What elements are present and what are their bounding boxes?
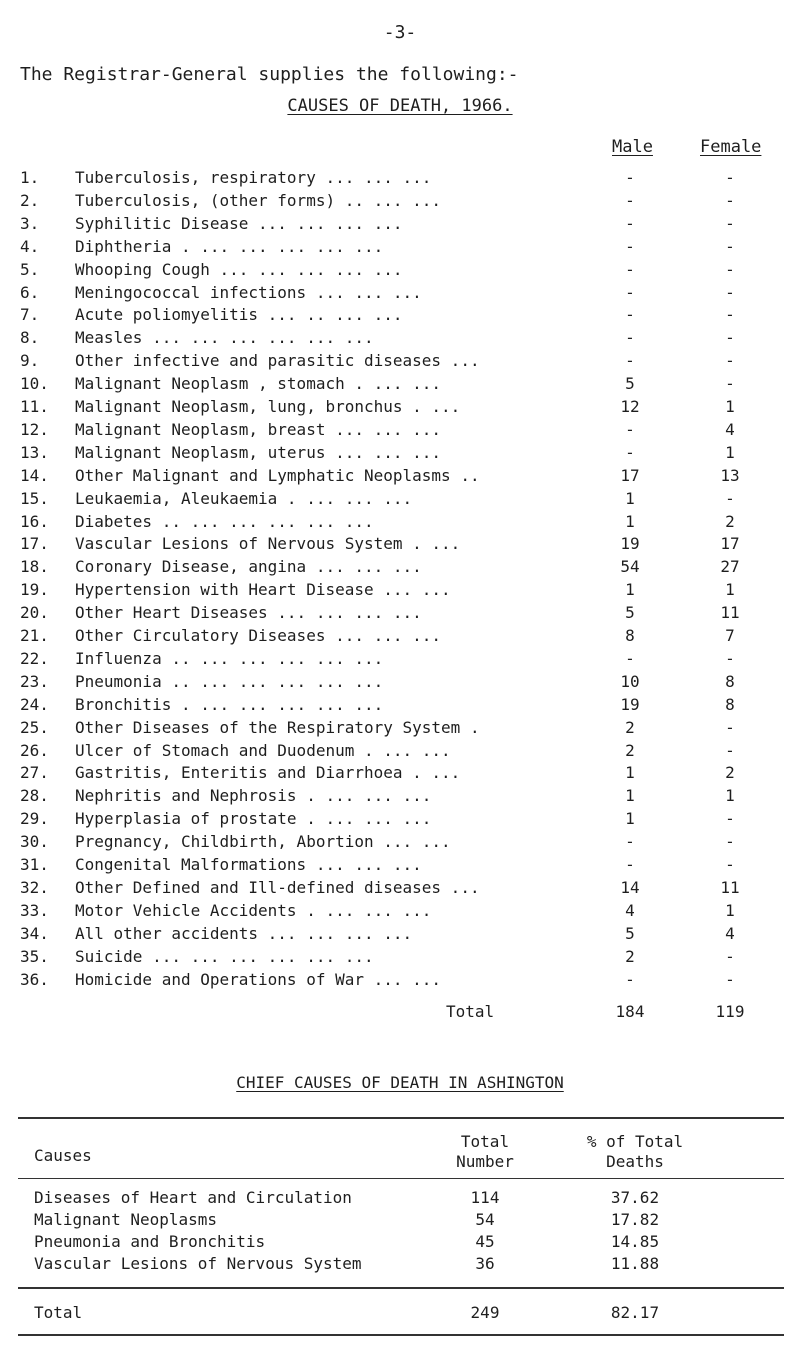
male-count: 1 [625, 488, 635, 508]
intro-text: The Registrar-General supplies the following:- [20, 64, 519, 85]
cause-number: 8. [20, 328, 40, 348]
male-count: 8 [625, 626, 635, 645]
cause-label: Hypertension with Heart Disease ... ... [75, 580, 451, 600]
female-count: - [725, 969, 735, 989]
female-count: - [725, 946, 735, 966]
cause-label: Other infective and parasitic diseases ... [75, 351, 480, 371]
chief-cause-label: Malignant Neoplasms [34, 1210, 218, 1229]
chief-cause-label: Vascular Lesions of Nervous System [34, 1254, 362, 1273]
cause-label: Vascular Lesions of Nervous System . ... [75, 534, 461, 554]
cause-label: All other accidents ... ... ... ... [75, 923, 413, 943]
male-count: - [625, 442, 635, 462]
female-count: - [725, 236, 735, 256]
female-count: 11 [720, 877, 740, 897]
male-count: 14 [620, 877, 640, 897]
female-count: 4 [725, 419, 735, 439]
female-count: - [725, 488, 735, 508]
cause-number: 21. [20, 626, 49, 645]
male-count: 5 [625, 923, 635, 943]
cause-label: Meningococcal infections ... ... ... [75, 282, 422, 302]
male-count: 2 [625, 717, 635, 737]
cause-number: 15. [20, 488, 49, 508]
female-count: 17 [720, 534, 740, 554]
male-count: 2 [625, 946, 635, 966]
male-count: - [625, 282, 635, 302]
cause-label: Measles ... ... ... ... ... ... [75, 328, 374, 348]
female-count: 7 [725, 626, 735, 645]
cause-number: 32. [20, 877, 49, 897]
table-row [0, 1210, 800, 1234]
cause-number: 2. [20, 190, 40, 210]
cause-number: 12. [20, 419, 49, 439]
female-count: - [725, 213, 735, 233]
cause-label: Acute poliomyelitis ... .. ... ... [75, 305, 403, 325]
chief-number: 45 [475, 1232, 495, 1251]
cause-label: Malignant Neoplasm, uterus ... ... ... [75, 442, 442, 462]
chief-number: 114 [470, 1188, 500, 1207]
total-label: Total [446, 1002, 495, 1021]
female-count: - [725, 832, 735, 852]
cause-number: 24. [20, 694, 49, 714]
cause-number: 4. [20, 236, 40, 256]
page-number: -3- [383, 22, 417, 43]
cause-number: 3. [20, 213, 40, 233]
cause-number: 34. [20, 923, 49, 943]
male-count: 19 [620, 694, 640, 714]
header-rule [18, 1178, 784, 1179]
male-count: 12 [620, 397, 640, 416]
chief-cause-label: Pneumonia and Bronchitis [34, 1232, 266, 1251]
male-count: 17 [620, 465, 640, 485]
chief-causes-title: CHIEF CAUSES OF DEATH IN ASHINGTON [236, 1073, 564, 1092]
chief-total-label: Total [34, 1303, 83, 1322]
total-number-header-1: Total [460, 1132, 510, 1151]
female-count: - [725, 305, 735, 325]
cause-number: 5. [20, 259, 40, 279]
cause-number: 7. [20, 305, 40, 325]
cause-number: 29. [20, 809, 49, 829]
cause-label: Congenital Malformations ... ... ... [75, 855, 422, 874]
male-count: 19 [620, 534, 640, 554]
female-count: 1 [725, 397, 735, 416]
female-count: 8 [725, 694, 735, 714]
cause-label: Pregnancy, Childbirth, Abortion ... ... [75, 832, 451, 852]
male-count: 5 [625, 374, 635, 394]
male-count: 2 [625, 740, 635, 760]
male-count: - [625, 305, 635, 325]
cause-label: Pneumonia .. ... ... ... ... ... [75, 671, 384, 691]
cause-number: 36. [20, 969, 49, 989]
cause-number: 16. [20, 511, 49, 531]
cause-label: Other Defined and Ill-defined diseases ... [75, 877, 480, 897]
male-count: 1 [625, 763, 635, 783]
cause-number: 17. [20, 534, 49, 554]
cause-label: Other Circulatory Diseases ... ... ... [75, 626, 442, 645]
female-count: - [725, 740, 735, 760]
female-count: - [725, 282, 735, 302]
cause-number: 22. [20, 648, 49, 668]
cause-number: 28. [20, 786, 49, 806]
chief-cause-label: Diseases of Heart and Circulation [34, 1188, 352, 1207]
female-count: - [725, 717, 735, 737]
cause-number: 33. [20, 900, 49, 920]
female-count: - [725, 328, 735, 348]
female-count: - [725, 259, 735, 279]
cause-number: 14. [20, 465, 49, 485]
table-row [0, 1188, 800, 1212]
male-count: - [625, 419, 635, 439]
female-count: - [725, 351, 735, 371]
female-count: - [725, 809, 735, 829]
female-count: - [725, 190, 735, 210]
female-count: 4 [725, 923, 735, 943]
cause-number: 35. [20, 946, 49, 966]
cause-number: 26. [20, 740, 49, 760]
male-count: 1 [625, 809, 635, 829]
cause-label: Other Diseases of the Respiratory System . [75, 717, 480, 737]
cause-label: Diphtheria . ... ... ... ... ... [75, 236, 384, 256]
pct-header-2: Deaths [606, 1152, 664, 1171]
cause-label: Influenza .. ... ... ... ... ... [75, 648, 384, 668]
male-count: - [625, 832, 635, 852]
chief-total-pct: 82.17 [610, 1303, 660, 1322]
cause-number: 13. [20, 442, 49, 462]
table-top-rule [18, 1117, 784, 1119]
female-count: - [725, 168, 735, 187]
chief-pct: 17.82 [610, 1210, 660, 1229]
female-count: 13 [720, 465, 740, 485]
cause-label: Syphilitic Disease ... ... ... ... [75, 213, 403, 233]
cause-label: Malignant Neoplasm , stomach . ... ... [75, 374, 442, 394]
female-count: 27 [720, 557, 740, 577]
male-column-header: Male [612, 137, 653, 157]
female-column-header: Female [700, 137, 762, 157]
female-count: 2 [725, 511, 735, 531]
cause-label: Other Malignant and Lymphatic Neoplasms .. [75, 465, 480, 485]
chief-pct: 11.88 [610, 1254, 660, 1273]
male-count: - [625, 190, 635, 210]
total-female: 119 [715, 1002, 745, 1021]
female-count: 1 [725, 580, 735, 600]
male-count: 5 [625, 603, 635, 623]
male-count: - [625, 168, 635, 187]
cause-label: Nephritis and Nephrosis . ... ... ... [75, 786, 432, 806]
table-row [0, 970, 800, 996]
male-count: 4 [625, 900, 635, 920]
section-heading: CAUSES OF DEATH, 1966. [287, 96, 513, 116]
cause-number: 25. [20, 717, 49, 737]
cause-label: Coronary Disease, angina ... ... ... [75, 557, 422, 577]
total-rule [18, 1287, 784, 1289]
male-count: 10 [620, 671, 640, 691]
female-count: - [725, 648, 735, 668]
cause-label: Ulcer of Stomach and Duodenum . ... ... [75, 740, 451, 760]
male-count: - [625, 648, 635, 668]
male-count: 1 [625, 786, 635, 806]
table-bottom-rule [18, 1334, 784, 1336]
chief-number: 54 [475, 1210, 495, 1229]
cause-label: Whooping Cough ... ... ... ... ... [75, 259, 403, 279]
chief-total-number: 249 [470, 1303, 500, 1322]
cause-label: Bronchitis . ... ... ... ... ... [75, 694, 384, 714]
cause-label: Homicide and Operations of War ... ... [75, 969, 442, 989]
female-count: 11 [720, 603, 740, 623]
cause-label: Tuberculosis, (other forms) .. ... ... [75, 190, 442, 210]
cause-number: 31. [20, 855, 49, 874]
cause-number: 27. [20, 763, 49, 783]
male-count: - [625, 213, 635, 233]
cause-number: 1. [20, 168, 40, 187]
cause-number: 18. [20, 557, 49, 577]
pct-header-1: % of Total [586, 1132, 684, 1151]
male-count: 1 [625, 580, 635, 600]
male-count: - [625, 969, 635, 989]
female-count: 8 [725, 671, 735, 691]
male-count: - [625, 351, 635, 371]
male-count: 54 [620, 557, 640, 577]
cause-number: 19. [20, 580, 49, 600]
male-count: - [625, 259, 635, 279]
male-count: - [625, 855, 635, 874]
chief-pct: 37.62 [610, 1188, 660, 1207]
chief-number: 36 [475, 1254, 495, 1273]
causes-header: Causes [34, 1146, 92, 1165]
male-count: - [625, 236, 635, 256]
male-count: - [625, 328, 635, 348]
female-count: 1 [725, 900, 735, 920]
cause-label: Diabetes .. ... ... ... ... ... [75, 511, 374, 531]
female-count: - [725, 855, 735, 874]
cause-number: 10. [20, 374, 49, 394]
cause-label: Other Heart Diseases ... ... ... ... [75, 603, 422, 623]
female-count: 1 [725, 442, 735, 462]
cause-label: Hyperplasia of prostate . ... ... ... [75, 809, 432, 829]
cause-label: Gastritis, Enteritis and Diarrhoea . ... [75, 763, 461, 783]
cause-number: 23. [20, 671, 49, 691]
cause-label: Tuberculosis, respiratory ... ... ... [75, 168, 432, 187]
cause-number: 9. [20, 351, 40, 371]
cause-number: 30. [20, 832, 49, 852]
cause-label: Malignant Neoplasm, lung, bronchus . ... [75, 397, 461, 416]
table-row [0, 1254, 800, 1278]
cause-label: Motor Vehicle Accidents . ... ... ... [75, 900, 432, 920]
female-count: - [725, 374, 735, 394]
table-row [0, 1232, 800, 1256]
cause-number: 11. [20, 397, 49, 416]
cause-label: Malignant Neoplasm, breast ... ... ... [75, 419, 442, 439]
total-male: 184 [615, 1002, 645, 1021]
cause-number: 6. [20, 282, 40, 302]
chief-pct: 14.85 [610, 1232, 660, 1251]
cause-label: Suicide ... ... ... ... ... ... [75, 946, 374, 966]
male-count: 1 [625, 511, 635, 531]
female-count: 1 [725, 786, 735, 806]
female-count: 2 [725, 763, 735, 783]
cause-number: 20. [20, 603, 49, 623]
cause-label: Leukaemia, Aleukaemia . ... ... ... [75, 488, 413, 508]
total-number-header-2: Number [456, 1152, 514, 1171]
